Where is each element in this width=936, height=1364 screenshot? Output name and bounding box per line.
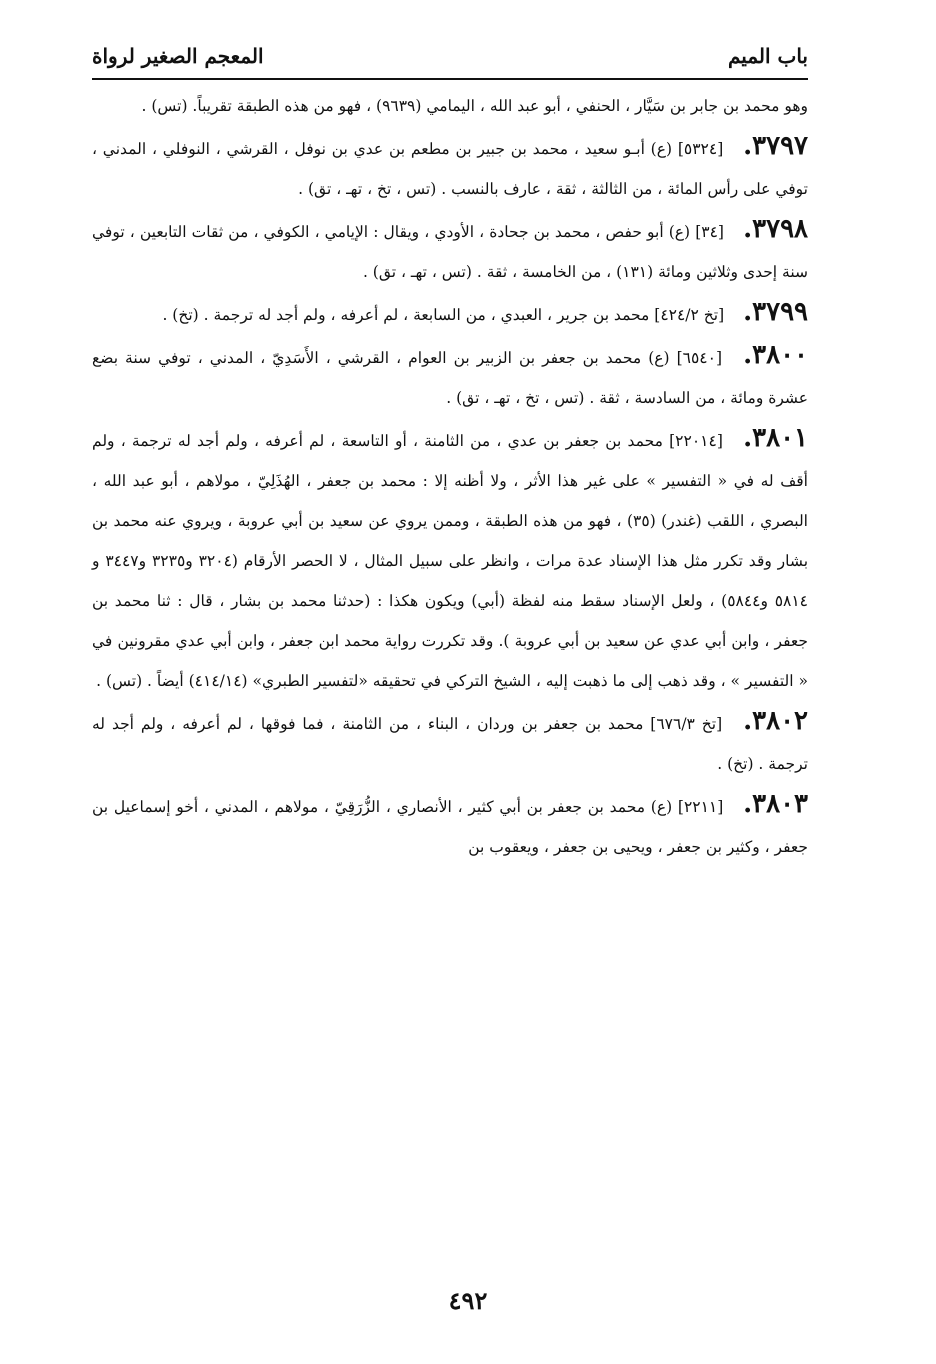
chapter-title: باب الميم (727, 44, 808, 68)
entry-text: [٥٣٢٤] (ع) أبـو سعيد ، محمد بن جبير بن مطعم بن عدي بن نوفل ، القرشي ، النوفلي ، المدني ، توفي على رأس المائة ، من الثالثة ، ثقة ، عارف بالنسب . (تس ، تخ ، تهـ ، تق) . (92, 140, 808, 198)
book-title: المعجم الصغير لرواة (92, 44, 264, 68)
page-header (92, 34, 808, 80)
entry-text: [تخ ٦٧٦/٣] محمد بن جعفر بن وردان ، البناء ، من الثامنة ، فما فوقها ، لم أعرفه ، ولم أجد له ترجمة . (تخ) . (92, 715, 808, 773)
entry-text: [٣٤] (ع) أبو حفص ، محمد بن جحادة ، الأودي ، ويقال : الإيامي ، الكوفي ، من ثقات التابعين ، توفي سنة إحدى وثلاثين ومائة (١٣١) ، من الخامسة ، ثقة . (تس ، تهـ ، تق) . (92, 223, 808, 281)
entry-number: ٣٨٠٢. (743, 706, 808, 736)
entry-text: [تخ ٤٢٤/٢] محمد بن جرير ، العبدي ، من السابعة ، لم أعرفه ، ولم أجد له ترجمة . (تخ) . (162, 306, 725, 324)
page-content (92, 86, 808, 867)
entry-3802 (92, 701, 808, 784)
entry-3803 (92, 784, 808, 867)
entry-number: ٣٨٠١. (743, 423, 808, 453)
paragraph-text: وهو محمد بن جابر بن سَيَّار ، الحنفي ، أبو عبد الله ، اليمامي (٩٦٣٩) ، فهو من هذه الطبقة تقريباً. (تس) . (141, 97, 808, 115)
entry-number: ٣٨٠٠. (743, 340, 808, 370)
entry-3801 (92, 418, 808, 701)
entry-number: ٣٧٩٧. (743, 131, 808, 161)
entry-3798 (92, 209, 808, 292)
page-number: ٤٩٢ (448, 1286, 488, 1315)
entry-text: [٢٢٠١٤] محمد بن جعفر بن عدي ، من الثامنة ، أو التاسعة ، لم أعرفه ، ولم أجد له ترجمة ، ولم أقف له في « التفسير » على غير هذا الأثر ، ولا أظنه إلا : محمد بن جعفر ، الهُذَلِيّ ، مولاهم ، أبو عبد الله ، البصري ، اللقب (غندر) (٣٥) ، فهو من هذه الطبقة ، وممن يروي عن سعيد بن أبي عروبة ، ويروي عنه محمد بن بشار وقد تكرر مثل هذا الإسناد عدة مرات ، وانظر على سبيل المثال ، لا الحصر الأرقام (٣٢٠٤ و٣٢٣٥ و٣٤٤٧ و ٥٨١٤ و٥٨٤٤) ، ولعل الإسناد سقط منه لفظة (أبي) ويكون هكذا : (حدثنا محمد بن بشار ، قال : ثنا محمد بن جعفر ، وابن أبي عدي عن سعيد بن أبي عروبة ). وقد تكررت رواية محمد ابن جعفر ، وابن أبي عدي مقرونين في « التفسير » ، وقد ذهب إلى ما ذهبت إليه ، الشيخ التركي في تحقيقه «لتفسير الطبري» (٤١٤/١٤) أيضاً . (تس) . (92, 432, 809, 690)
entry-3799 (92, 292, 808, 335)
entry-3797 (92, 126, 808, 209)
entry-number: ٣٧٩٩. (743, 297, 808, 327)
entry-text: [٦٥٤٠] (ع) محمد بن جعفر بن الزبير بن العوام ، القرشي ، الأَسَدِيّ ، المدني ، توفي سنة بضع عشرة ومائة ، من السادسة ، ثقة . (تس ، تخ ، تهـ ، تق) . (92, 349, 808, 407)
entry-3800 (92, 335, 808, 418)
entry-number: ٣٧٩٨. (743, 214, 808, 244)
entry-number: ٣٨٠٣. (743, 789, 808, 819)
entry-text: [٢٢١١] (ع) محمد بن جعفر بن أبي كثير ، الأنصاري ، الزُّرَقِيّ ، مولاهم ، المدني ، أخو إسماعيل بن جعفر ، وكثير بن جعفر ، ويحيى بن جعفر ، ويعقوب بن (92, 798, 808, 856)
paragraph-intro (92, 86, 808, 126)
